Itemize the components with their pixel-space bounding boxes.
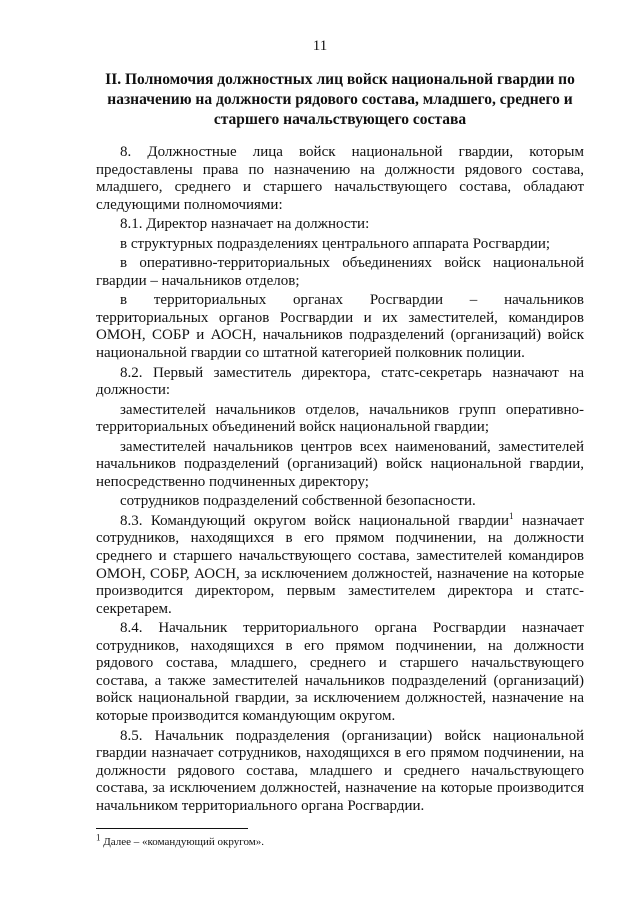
paragraph-8-3 xyxy=(96,510,584,618)
footnote-text: Далее – «командующий округом». xyxy=(100,836,264,848)
footnote-ref: 1 xyxy=(509,510,514,521)
paragraph-8: 8. Должностные лица войск национальной гвардии, которым предоставлены права по назначению на должности рядового состава, младшего, среднего и старшего начальствующего состава, обладают следующими полномочиями: xyxy=(96,144,584,213)
paragraph-8-3-rest: назначает сотрудников, находящихся в его прямом подчинении, на должности среднего и старшего начальствующего состава, заместителей командиров ОМОН, СОБР, АОСН, за исключением должностей, назначение на которые производится директором, первым заместителем директора и статс-секретарем. xyxy=(96,512,584,617)
paragraph-8-2: 8.2. Первый заместитель директора, статс-секретарь назначают на должности: xyxy=(96,364,584,399)
paragraph-8-1-item-territorial: в территориальных органах Росгвардии – начальников территориальных органов Росгвардии и их заместителей, командиров ОМОН, СОБР и АОСН, начальников подразделений (организаций) войск национальной гвардии со штатной категорией полковник полиции. xyxy=(96,292,584,362)
footnote xyxy=(96,832,584,849)
section-heading: II. Полномочия должностных лиц войск национальной гвардии по назначению на должности рядового состава, младшего, среднего и старшего начальствующего состава xyxy=(105,71,575,128)
page-number: 11 xyxy=(312,38,328,54)
footnote-marker: 1 xyxy=(96,832,101,843)
paragraph-8-2-item-deputies: заместителей начальников отделов, начальников групп оперативно-территориальных объединений войск национальной гвардии; xyxy=(96,401,584,436)
footnote-separator xyxy=(96,828,248,829)
paragraph-8-1: 8.1. Директор назначает на должности: xyxy=(120,216,370,233)
paragraph-8-4: 8.4. Начальник территориального органа Росгвардии назначает сотрудников, находящихся в его прямом подчинении, на должности рядового состава, младшего, среднего и старшего начальствующего состава, а также заместителей начальников подразделений (организаций) войск национальной гвардии, за исключением должностей, назначение на которые производится командующим округом. xyxy=(96,620,584,724)
paragraph-8-5: 8.5. Начальник подразделения (организации) войск национальной гвардии назначает сотрудников, находящихся в его прямом подчинении, на должности рядового состава, младшего и среднего начальствующего состава, за исключением должностей, назначение на которые производится начальником территориального органа Росгвардии. xyxy=(96,727,584,814)
paragraph-8-1-item-central: в структурных подразделениях центрального аппарата Росгвардии; xyxy=(120,235,551,252)
paragraph-8-2-item-security: сотрудников подразделений собственной безопасности. xyxy=(120,493,476,510)
paragraph-8-2-item-centers: заместителей начальников центров всех наименований, заместителей начальников подразделений (организаций) войск национальной гвардии, непосредственно подчиненных директору; xyxy=(96,438,584,490)
body-text xyxy=(96,144,584,815)
paragraph-8-1-item-operational: в оперативно-территориальных объединениях войск национальной гвардии – начальников отделов; xyxy=(96,255,584,289)
paragraph-8-3-start: 8.3. Командующий округом войск национальной гвардии xyxy=(120,512,510,529)
